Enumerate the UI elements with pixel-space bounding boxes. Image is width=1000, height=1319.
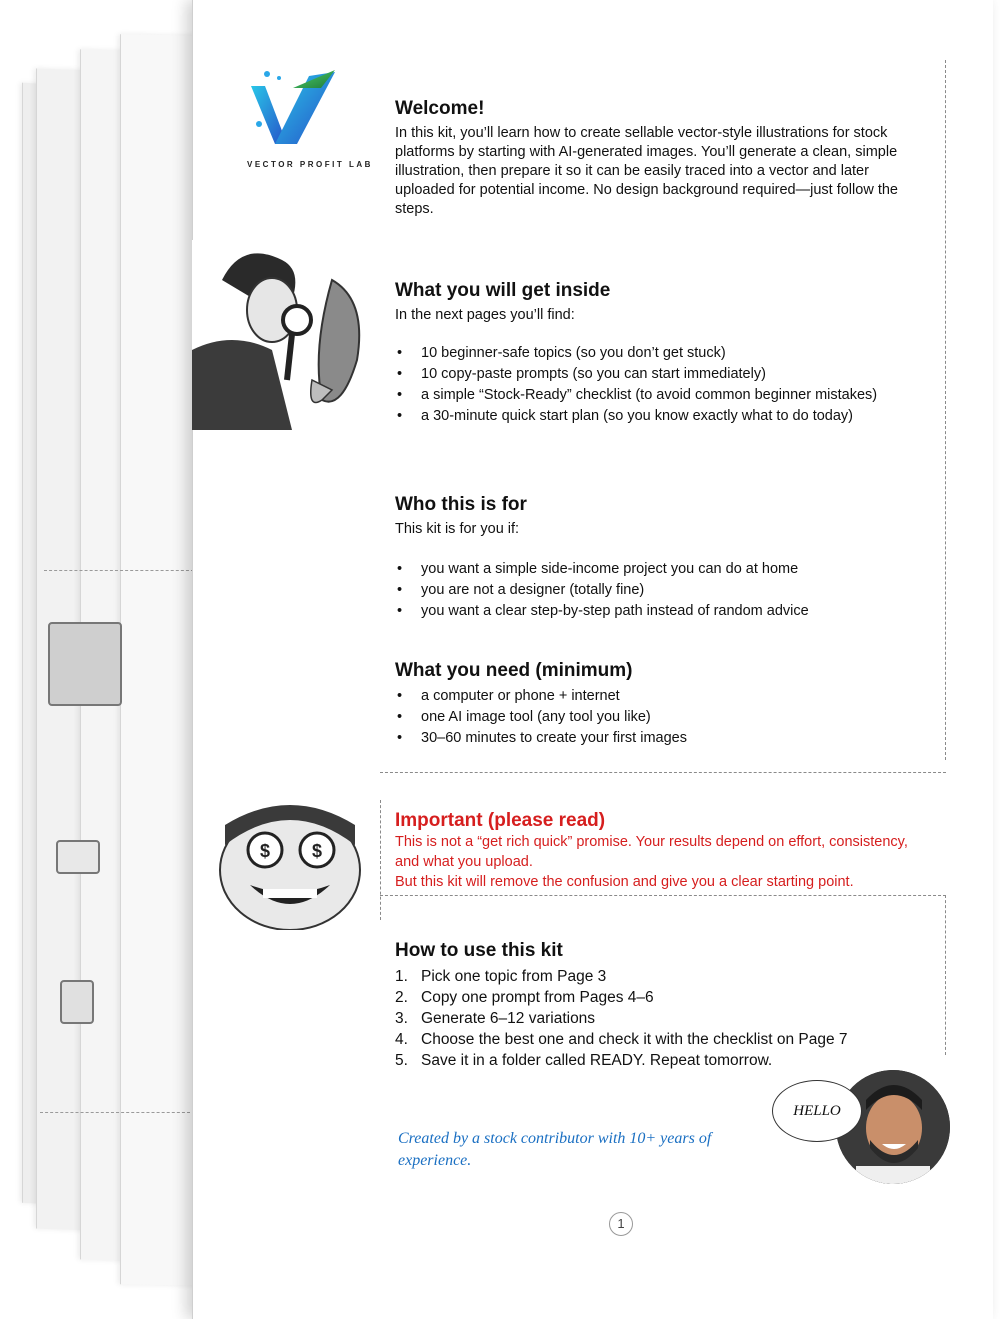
list-item <box>395 385 955 406</box>
credit-line: Created by a stock contributor with 10+ years of <box>398 1130 712 1147</box>
who-intro: This kit is for you if: <box>395 521 520 537</box>
welcome-section <box>395 98 955 219</box>
laptop-sketch <box>48 622 122 706</box>
important-title: Important (please read) <box>395 810 606 831</box>
step-number: 1. <box>395 968 408 985</box>
inside-list <box>395 343 955 427</box>
step-item <box>395 987 915 1008</box>
important-line: This is not a “get rich quick” promise. Your results depend on effort, consistency, <box>395 834 908 850</box>
bullet: • <box>397 408 403 424</box>
dollar-eyes-man-illustration <box>205 805 375 930</box>
list-item <box>395 343 955 364</box>
list-item <box>395 580 955 601</box>
welcome-line: In this kit, you’ll learn how to create sellable vector-style illustrations for stock <box>395 125 888 141</box>
list-item-text: you want a simple side-income project you can do at home <box>421 561 799 577</box>
step-text: Pick one topic from Page 3 <box>421 968 607 985</box>
howto-steps <box>395 966 915 1071</box>
inside-title: What you will get inside <box>395 280 611 301</box>
bullet: • <box>397 366 403 382</box>
inside-intro: In the next pages you’ll find: <box>395 307 575 323</box>
step-item <box>395 1050 915 1071</box>
list-item-text: 10 beginner-safe topics (so you don’t get stuck) <box>421 345 726 361</box>
list-item <box>395 559 955 580</box>
step-number: 4. <box>395 1031 408 1048</box>
step-number: 5. <box>395 1052 408 1069</box>
welcome-title: Welcome! <box>395 98 485 119</box>
credit-line: experience. <box>398 1152 472 1169</box>
list-item-text: a 30-minute quick start plan (so you know exactly what to do today) <box>421 408 853 424</box>
bullet: • <box>397 582 403 598</box>
welcome-line: illustration, then prepare it so it can be easily traced into a vector and later <box>395 163 869 179</box>
laptop-sketch-small <box>56 840 100 874</box>
list-item <box>395 728 955 749</box>
list-item-text: you are not a designer (totally fine) <box>421 582 645 598</box>
hello-speech-bubble: HELLO <box>772 1080 862 1142</box>
list-item <box>395 601 955 622</box>
welcome-line: platforms by starting with AI-generated images. You’ll generate a clean, simple <box>395 144 898 160</box>
step-number: 3. <box>395 1010 408 1027</box>
howto-section <box>395 940 915 1071</box>
step-text: Choose the best one and check it with the checklist on Page 7 <box>421 1031 848 1048</box>
dashed-border <box>945 895 946 1055</box>
svg-text:$: $ <box>311 841 323 861</box>
bullet: • <box>397 730 403 746</box>
step-text: Copy one prompt from Pages 4–6 <box>421 989 654 1006</box>
step-item <box>395 1029 915 1050</box>
list-item-text: 10 copy-paste prompts (so you can start immediately) <box>421 366 766 382</box>
welcome-line: steps. <box>395 201 434 217</box>
who-list <box>395 559 955 622</box>
need-title: What you need (minimum) <box>395 660 633 681</box>
need-section <box>395 660 955 749</box>
page-number: 1 <box>609 1212 633 1236</box>
list-item <box>395 686 955 707</box>
list-item <box>395 406 955 427</box>
list-item-text: 30–60 minutes to create your first images <box>421 730 687 746</box>
dashed-divider <box>380 772 946 773</box>
list-item <box>395 364 955 385</box>
bullet: • <box>397 709 403 725</box>
who-title: Who this is for <box>395 494 527 515</box>
bullet: • <box>397 603 403 619</box>
inside-section <box>395 280 955 427</box>
list-item-text: you want a clear step-by-step path instead of random advice <box>421 603 809 619</box>
important-line: and what you upload. <box>395 854 533 870</box>
step-item <box>395 966 915 987</box>
list-item-text: one AI image tool (any tool you like) <box>421 709 651 725</box>
list-item <box>395 707 955 728</box>
svg-text:$: $ <box>259 841 271 861</box>
bullet: • <box>397 345 403 361</box>
important-line: But this kit will remove the confusion and give you a clear starting point. <box>395 874 854 890</box>
bullet: • <box>397 387 403 403</box>
logo-text: VECTOR PROFIT LAB <box>247 160 373 169</box>
bullet: • <box>397 561 403 577</box>
step-item <box>395 1008 915 1029</box>
dashed-divider <box>380 895 946 896</box>
important-section <box>395 810 955 892</box>
step-text: Generate 6–12 variations <box>421 1010 596 1027</box>
bullet: • <box>397 688 403 704</box>
credit-text <box>398 1128 818 1172</box>
doctor-sketch <box>60 980 94 1024</box>
back-divider <box>44 570 194 571</box>
need-list <box>395 686 955 749</box>
back-divider <box>40 1112 190 1113</box>
man-magnifier-illustration <box>192 240 382 430</box>
list-item-text: a simple “Stock-Ready” checklist (to avoid common beginner mistakes) <box>421 387 878 403</box>
dashed-divider <box>380 800 381 920</box>
welcome-line: uploaded for potential income. No design background required—just follow the <box>395 182 898 198</box>
step-number: 2. <box>395 989 408 1006</box>
list-item-text: a computer or phone + internet <box>421 688 620 704</box>
who-section <box>395 494 955 622</box>
step-text: Save it in a folder called READY. Repeat tomorrow. <box>421 1052 773 1069</box>
howto-title: How to use this kit <box>395 940 563 961</box>
